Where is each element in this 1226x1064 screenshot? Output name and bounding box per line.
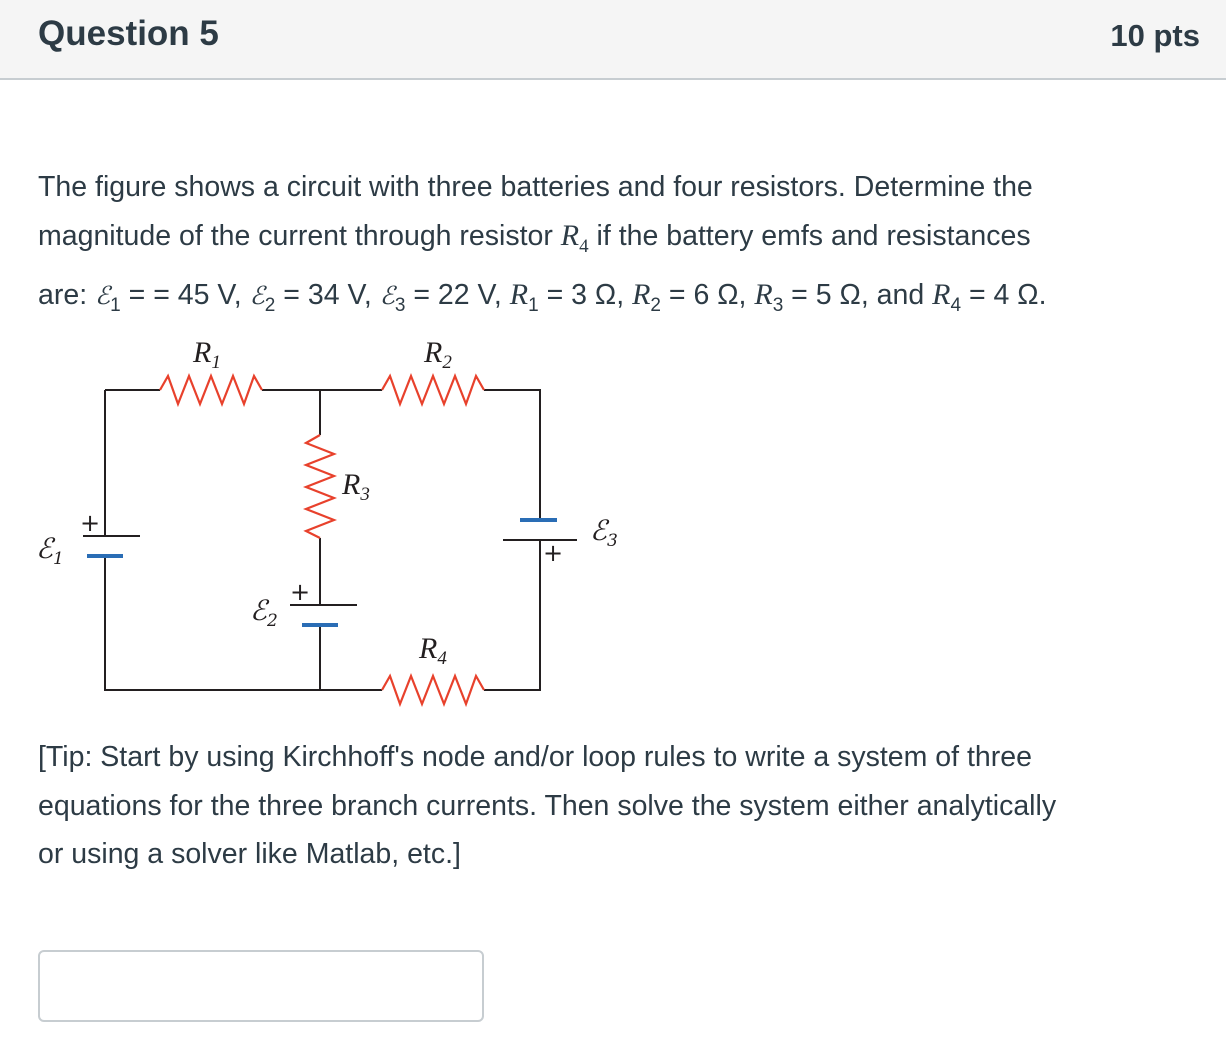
question-points: 10 pts [1110, 18, 1200, 53]
resistor-r1 [160, 376, 262, 404]
question-title: Question 5 [38, 14, 219, 53]
circuit-labels [36, 336, 618, 669]
resistor-r2 [382, 376, 484, 404]
label-e1: ℰ$_1$ [36, 532, 64, 569]
wire-top-right [484, 390, 540, 520]
label-e2: ℰ$_2$ [250, 594, 278, 631]
plus-sign-e3: + [543, 539, 564, 567]
tip-line-3: or using a solver like Matlab, etc.] [38, 838, 461, 870]
polarity-signs [80, 509, 563, 606]
label-r1: $R_1$ [193, 336, 221, 373]
plus-sign-e2: + [290, 578, 311, 606]
label-r3: $R_3$ [342, 468, 370, 505]
circuit-diagram [0, 320, 700, 720]
question-line-2: magnitude of the current through resistor $R_4$ if the battery emfs and resistances [38, 218, 1031, 257]
question-header [0, 0, 1226, 80]
battery-negative-plates [87, 520, 557, 625]
label-e3: ℰ$_3$ [590, 514, 618, 551]
plus-sign-e1: + [80, 509, 101, 537]
question-line-3: are: ℰ$_1$ = = 45 V, ℰ$_2$ = 34 V, ℰ$_3$ = 22 V, $R_1 = 3$ Ω, $R_2 = 6$ Ω, $R_3 = 5$ Ω, and $R_4 = 4$ Ω. [38, 278, 1047, 316]
tip-text [38, 733, 1198, 879]
circuit-wires [83, 390, 577, 690]
label-r4: $R_4$ [419, 632, 447, 669]
label-r2: $R_2$ [424, 336, 452, 373]
wire-left-lower [105, 556, 382, 690]
resistor-r3 [306, 435, 334, 538]
question-text [38, 163, 1198, 331]
answer-input[interactable] [38, 950, 484, 1022]
question-line-1: The figure shows a circuit with three batteries and four resistors. Determine the [38, 171, 1033, 203]
resistor-r4 [382, 676, 484, 704]
tip-line-2: equations for the three branch currents. Then solve the system either analytically [38, 789, 1057, 822]
tip-line-1: [Tip: Start by using Kirchhoff's node and/or loop rules to write a system of three [38, 741, 1032, 773]
wire-bottom-right [484, 540, 540, 690]
